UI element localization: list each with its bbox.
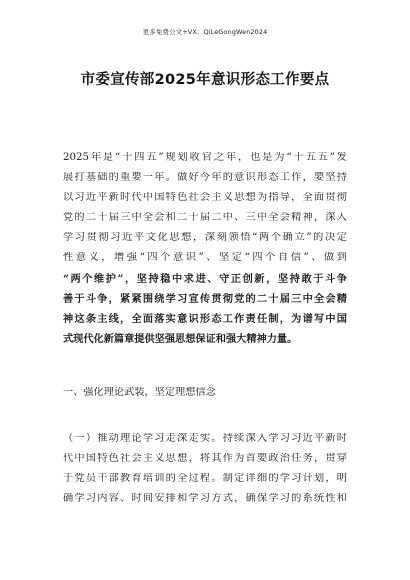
section-heading: 一、强化理论武装，坚定理想信念: [63, 387, 216, 398]
paragraph-line: 善于斗争，紧紧围绕学习宣传贯彻党的二十届三中全会精: [63, 293, 347, 305]
paragraph-line: （一）推动理论学习走深走实。持续深入学习习近平新时: [63, 433, 347, 444]
document-title: 市委宣传部2025年意识形态工作要点: [80, 72, 330, 88]
paragraph-line: 神这条主线，全面落实意识形态工作责任制，为谱写中国: [63, 313, 347, 325]
paragraph-line: 于党员干部教育培训的全过程。制定详细的学习计划，明: [63, 473, 347, 484]
paragraph-line: 以习近平新时代中国特色社会主义思想为指导，全面贯彻: [63, 192, 347, 203]
paragraph-line: 2025年是“十四五”规划收官之年，也是为“十五五”发: [63, 152, 347, 163]
paragraph-line: 展打基础的重要一年。做好今年的意识形态工作，要坚持: [63, 172, 347, 183]
paragraph-line: 党的二十届三中全会和二十届二中、三中全会精神，深入: [63, 212, 347, 223]
paragraph-line: “两个维护”，坚持稳中求进、守正创新，坚持敢于斗争: [63, 273, 347, 285]
paragraph-line: 学习贯彻习近平文化思想，深刻领悟“两个确立”的决定: [63, 232, 347, 243]
paragraph-line: 式现代化新篇章提供坚强思想保证和强大精神力量。: [63, 333, 298, 345]
header-note: 更多免费公文+VX：QiLeGongWen2024: [142, 28, 268, 36]
paragraph-line: 代中国特色社会主义思想，将其作为首要政治任务，贯穿: [63, 453, 347, 464]
paragraph-line: 性意义，增强“四个意识”、坚定“四个自信”、做到: [63, 252, 347, 263]
paragraph-line: 确学习内容、时间安排和学习方式，确保学习的系统性和: [63, 493, 347, 504]
